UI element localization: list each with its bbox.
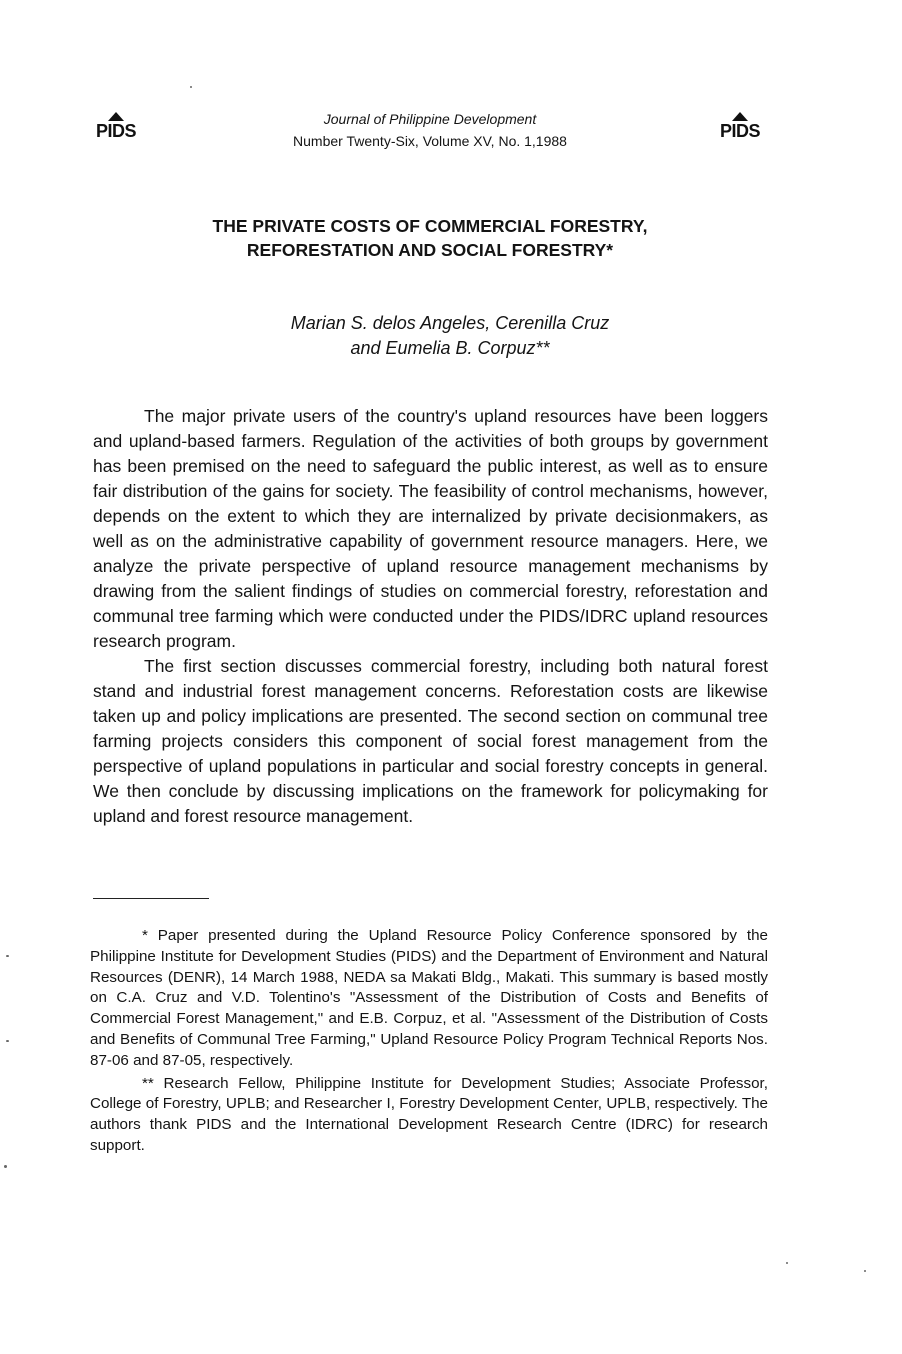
footnote: ** Research Fellow, Philippine Institute for Development Studies; Associate Professor, College of Forestry, UPLB; and Researcher I, Forestry Development Center, UPLB, respectively. The authors thank PIDS and the International Development Research Centre (IDRC) for research support.: [90, 1074, 768, 1154]
article-title: [110, 214, 750, 262]
scan-speck: [6, 955, 9, 957]
logo-text: PIDS: [719, 121, 760, 141]
scan-speck: [190, 86, 192, 88]
author-block: [160, 311, 740, 361]
pids-logo-left: [90, 112, 142, 148]
logo-roof-icon: [108, 112, 124, 121]
article-body: [93, 404, 768, 829]
pids-logo-right: [714, 112, 766, 148]
title-line: REFORESTATION AND SOCIAL FORESTRY*: [246, 240, 614, 260]
footnote: * Paper presented during the Upland Resource Policy Conference sponsored by the Philippine Institute for Development Studies (PIDS) and the Department of Environment and Natural Resources (DENR), 14 March 1988, NEDA sa Makati Bldg., Makati. This summary is based mostly on C.A. Cruz and V.D. Tolentino's "Assessment of the Distribution of Costs and Benefits of Commercial Forest Management," and E.B. Corpuz, et al. "Assessment of the Distribution of Costs and Benefits of Communal Tree Farming," Upland Resource Policy Program Technical Reports Nos. 87-06 and 87-05, respectively.: [90, 927, 768, 1069]
scan-speck: [864, 1270, 866, 1272]
title-line: THE PRIVATE COSTS OF COMMERCIAL FORESTRY,: [212, 216, 648, 236]
footnotes: [90, 926, 768, 1157]
body-paragraph: The major private users of the country's upland resources have been loggers and upland-based farmers. Regulation of the activities of both groups by government has been premised on the need to safeguard the public interest, as well as to ensure fair distribution of the gains for society. The feasibility of control mechanisms, however, depends on the extent to which they are internalized by private decisionmakers, as well as on the administrative capability of government resource managers. Here, we analyze the private perspective of upland resource management mechanisms by drawing from the salient findings of studies on commercial forestry, reforestation and communal tree farming which were conducted under the PIDS/IDRC upland resources research program.: [93, 406, 768, 651]
issue-line: Number Twenty-Six, Volume XV, No. 1,1988: [293, 133, 567, 149]
body-paragraph: The first section discusses commercial forestry, including both natural forest stand and industrial forest management concerns. Reforestation costs are likewise taken up and policy implications are presented. The second section on communal tree farming projects considers this component of social forest management from the perspective of upland populations in particular and social forestry concepts in general. We then conclude by discussing implications on the framework for policymaking for upland and forest resource management.: [93, 656, 768, 826]
scan-speck: [786, 1262, 788, 1264]
footnote-divider: [93, 898, 209, 899]
logo-roof-icon: [732, 112, 748, 121]
scan-speck: [4, 1165, 7, 1168]
author-line: Marian S. delos Angeles, Cerenilla Cruz: [290, 313, 610, 333]
journal-title: Journal of Philippine Development: [323, 111, 537, 127]
author-line: and Eumelia B. Corpuz**: [350, 338, 550, 358]
scan-speck: [6, 1040, 9, 1042]
logo-text: PIDS: [95, 121, 136, 141]
masthead: [200, 108, 660, 152]
